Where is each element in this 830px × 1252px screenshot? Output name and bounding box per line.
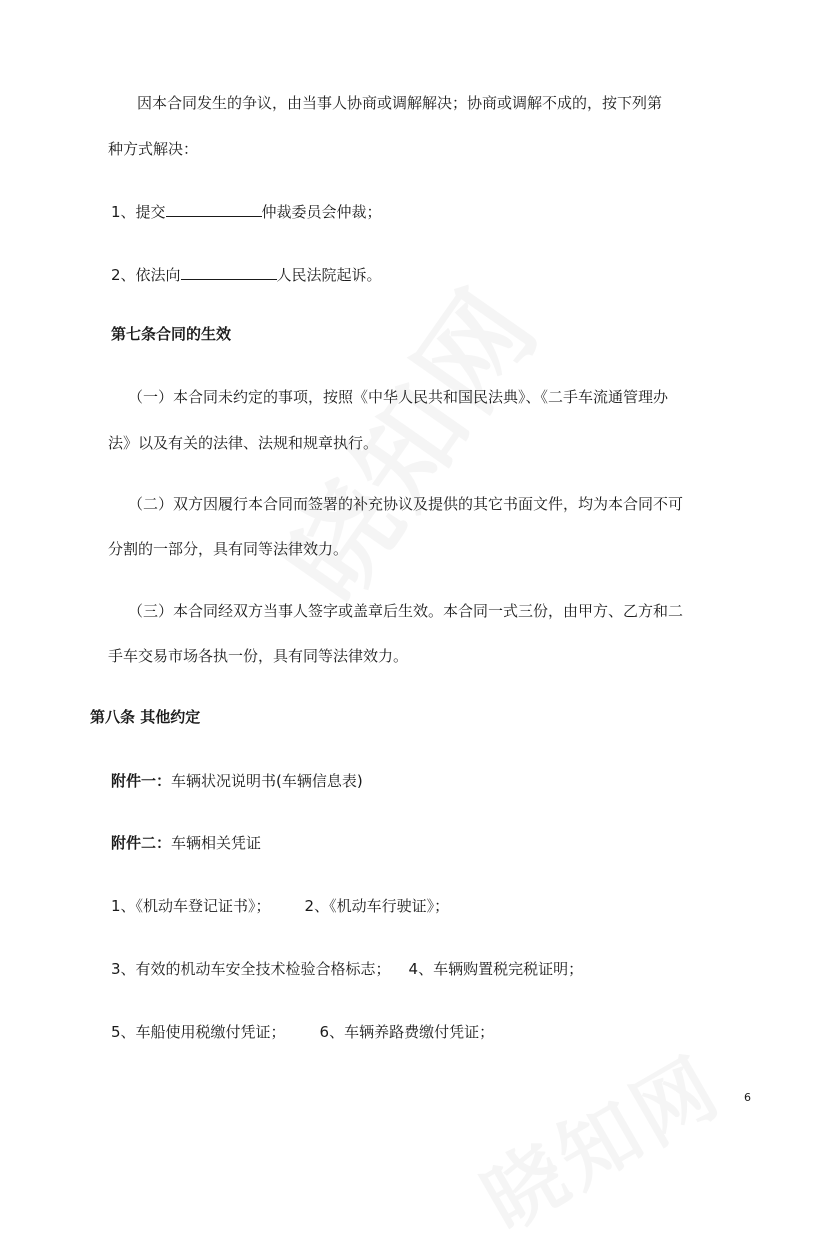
voucher-item: 4、车辆购置税完税证明；	[408, 960, 584, 978]
article-7-clause-3-line-2: 手车交易市场各执一份，具有同等法律效力。	[108, 647, 409, 665]
dispute-paragraph-line-2: 种方式解决：	[108, 140, 199, 158]
attachment-1-text: 车辆状况说明书(车辆信息表)	[171, 772, 363, 790]
article-8-title: 第八条 其他约定	[90, 708, 201, 726]
option-2-prefix: 2、依法向	[111, 266, 181, 284]
attachment-1	[111, 770, 363, 792]
article-7-clause-1-line-2: 法》以及有关的法律、法规和规章执行。	[108, 434, 379, 452]
voucher-row-1	[111, 895, 449, 917]
voucher-item: 5、车船使用税缴付凭证；	[111, 1023, 286, 1041]
attachment-2-text: 车辆相关凭证	[171, 834, 262, 852]
option-1-suffix: 仲裁委员会仲裁；	[261, 203, 382, 221]
attachment-1-label: 附件一：	[111, 772, 172, 790]
voucher-item: 2、《机动车行驶证》；	[304, 897, 450, 915]
article-7-title: 第七条合同的生效	[111, 325, 232, 343]
dispute-option-2	[111, 262, 382, 286]
option-1-prefix: 1、提交	[111, 203, 166, 221]
voucher-row-3	[111, 1021, 494, 1043]
dispute-option-1	[111, 199, 382, 223]
watermark-text-bottom	[459, 1023, 740, 1252]
page-number: 6	[744, 1091, 751, 1104]
attachment-2-label: 附件二：	[111, 834, 172, 852]
dispute-paragraph-line-1: 因本合同发生的争议，由当事人协商或调解解决；协商或调解不成的，按下列第	[137, 94, 663, 112]
option-2-suffix: 人民法院起诉。	[276, 266, 382, 284]
article-7-clause-2-line-1: （二）双方因履行本合同而签署的补充协议及提供的其它书面文件，均为本合同不可	[128, 495, 684, 513]
article-7-clause-3-line-1: （三）本合同经双方当事人签字或盖章后生效。本合同一式三份，由甲方、乙方和二	[128, 602, 684, 620]
attachment-2	[111, 832, 261, 854]
arbitration-commission-blank[interactable]	[166, 199, 262, 217]
voucher-row-2	[111, 958, 583, 980]
article-7-clause-2-line-2: 分割的一部分，具有同等法律效力。	[108, 540, 349, 558]
voucher-item: 6、车辆养路费缴付凭证；	[319, 1023, 495, 1041]
voucher-item: 1、《机动车登记证书》；	[111, 897, 271, 915]
voucher-item: 3、有效的机动车安全技术检验合格标志；	[111, 960, 391, 978]
article-7-clause-1-line-1: （一）本合同未约定的事项，按照《中华人民共和国民法典》、《二手车流通管理办	[128, 388, 669, 406]
court-blank[interactable]	[181, 262, 277, 280]
